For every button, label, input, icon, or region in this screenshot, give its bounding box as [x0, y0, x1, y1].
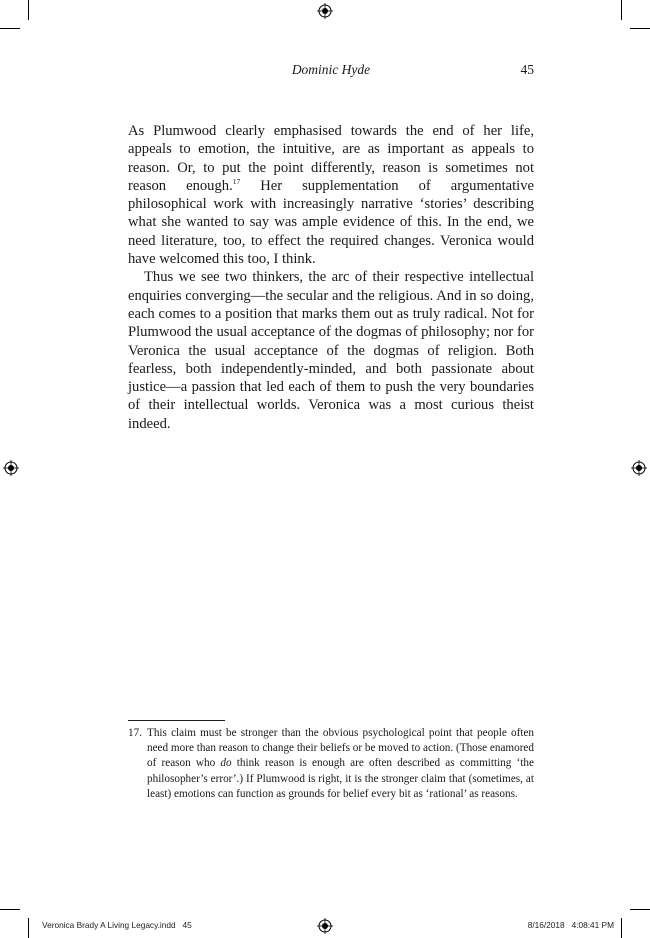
slug-time: 4:08:41 PM	[571, 920, 614, 930]
footnote-rule	[128, 720, 225, 721]
footnote-number: 17.	[128, 727, 142, 739]
crop-mark-bottom-right-h	[630, 909, 650, 910]
paragraph	[128, 122, 534, 268]
page-number: 45	[520, 62, 534, 77]
footnote-text-part: This claim must be stronger than the obvious psychological point that people often need more than reason to change their beliefs or be moved to action. (Those enamored of reason who	[147, 727, 534, 770]
crop-mark-bottom-left	[28, 918, 29, 938]
running-head	[128, 62, 534, 80]
paragraph-text: As Plumwood clearly emphasised towards the end of her life, appeals to emotion, the intuitive, are as important as appeals to reason. Or, to put the point differently, reason is sometimes not reason enough.	[128, 123, 534, 194]
paragraph-text: Her supplementation of argumentative philosophical work with increasingly narrative ‘stories’ describing what she wanted to say was ample evidence of this. In the end, we need literature, too, to effect the required changes. Veronica would have welcomed this too, I think.	[128, 177, 534, 268]
footnote-reference[interactable]: 17	[232, 176, 241, 186]
footnote-text	[147, 726, 534, 802]
footnote-emphasis: do	[220, 757, 232, 770]
crop-mark-bottom-right	[621, 918, 622, 938]
body-text	[128, 122, 534, 433]
slug-file-info	[42, 920, 192, 930]
crop-mark-top-left	[28, 0, 29, 20]
slug-date: 8/16/2018	[527, 920, 565, 930]
slug-file-page: 45	[182, 920, 192, 930]
crop-mark-top-right	[621, 0, 622, 20]
crop-mark-bottom-left-h	[0, 909, 20, 910]
footnote	[128, 726, 534, 802]
paragraph: Thus we see two thinkers, the arc of their respective intellectual enquiries converging—the secular and the religious. And in so doing, each comes to a position that marks them out as truly radical. Not for Plumwood the usual acceptance of the dogmas of philosophy; nor for Veronica the usual acceptance of the dogmas of religion. Both fearless, both independently-minded, and both passionate about justice—a passion that led each of them to push the very boundaries of their intellectual worlds. Veronica was a most curious theist indeed.	[128, 269, 534, 432]
slug-date-info	[528, 920, 614, 930]
running-head-author: Dominic Hyde	[291, 62, 371, 77]
crop-mark-top-right-h	[630, 28, 650, 29]
registration-mark-icon	[3, 460, 19, 476]
registration-mark-icon	[631, 460, 647, 476]
registration-mark-icon	[317, 3, 333, 19]
crop-mark-top-left-h	[0, 28, 20, 29]
slug-file-name: Veronica Brady A Living Legacy.indd	[42, 920, 176, 930]
footnote-text-part: think reason is enough are often described as committing ‘the philosopher’s error’.) If Plumwood is right, it is the stronger claim that (sometimes, at least) emotions can function as grounds for belief every bit as ‘rational’ as reasons.	[147, 757, 534, 800]
registration-mark-icon	[317, 918, 333, 934]
